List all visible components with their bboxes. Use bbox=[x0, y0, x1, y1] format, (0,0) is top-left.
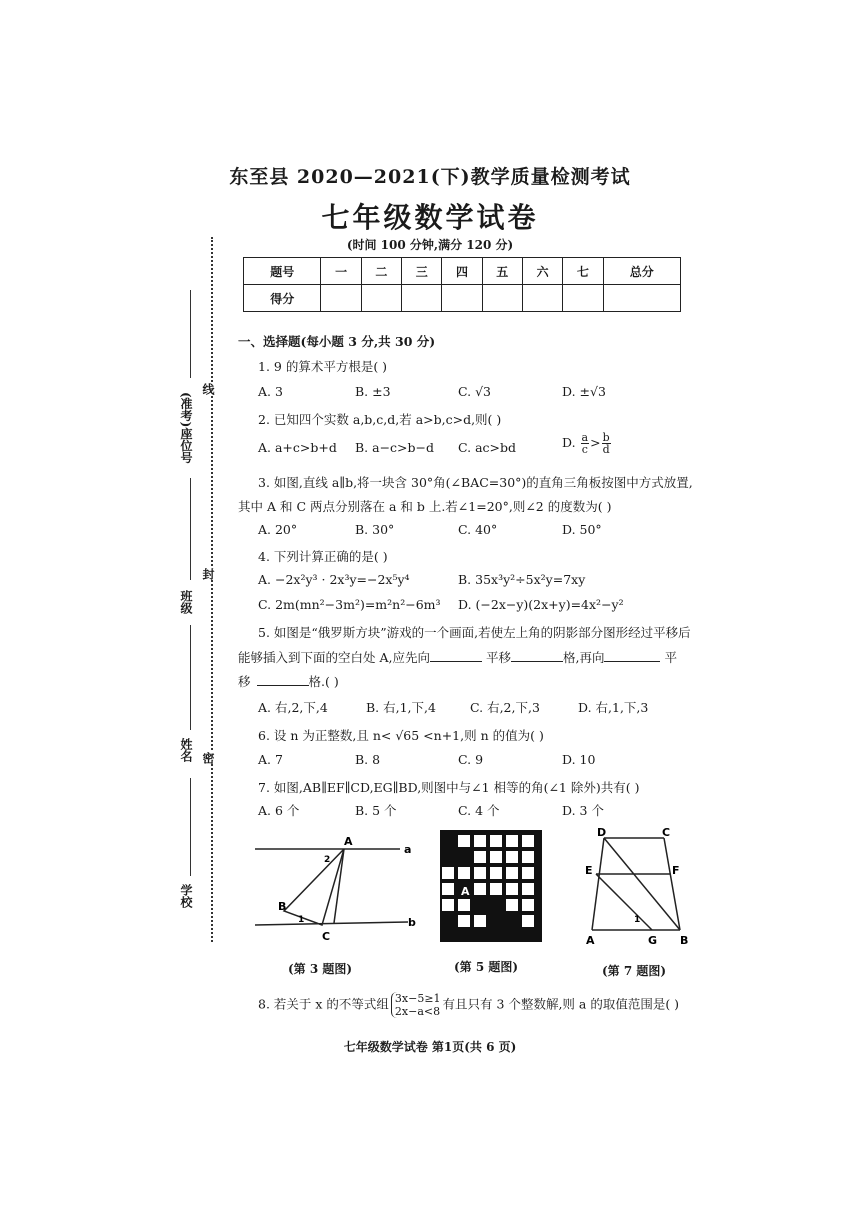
label-C: C bbox=[662, 826, 671, 839]
q5-line2-text: 平移 bbox=[485, 650, 511, 665]
fraction-b-over-d bbox=[602, 432, 611, 455]
q3-option-c[interactable]: C. 40° bbox=[458, 522, 498, 537]
q2-option-d[interactable] bbox=[562, 432, 612, 455]
q1-stem: 1. 9 的算术平方根是( ) bbox=[258, 359, 388, 374]
score-cell: 一 bbox=[321, 258, 361, 285]
q2-option-a[interactable]: A. a+c>b+d bbox=[258, 440, 337, 455]
score-cell: 三 bbox=[402, 258, 442, 285]
score-input-cell[interactable] bbox=[321, 285, 361, 312]
q7-option-c[interactable]: C. 4 个 bbox=[458, 803, 500, 818]
name-label: 姓名 bbox=[179, 738, 193, 762]
q5-blank-steps1[interactable] bbox=[511, 649, 563, 662]
name-line[interactable] bbox=[190, 625, 191, 730]
q4-option-a[interactable]: A. −2x²y³ · 2x³y=−2x⁵y⁴ bbox=[258, 572, 410, 587]
label-A: A bbox=[586, 934, 595, 947]
q5-option-a[interactable]: A. 右,2,下,4 bbox=[258, 700, 328, 715]
score-input-cell[interactable] bbox=[442, 285, 482, 312]
line-cb bbox=[664, 838, 680, 930]
q5-line3-text: 移 bbox=[238, 674, 251, 689]
q8-suffix: 有且只有 3 个整数解,则 a 的取值范围是( ) bbox=[442, 996, 680, 1012]
label-b: b bbox=[408, 916, 416, 929]
q3-line2: 其中 A 和 C 两点分别落在 a 和 b 上.若∠1=20°,则∠2 的度数为( ) bbox=[238, 499, 612, 514]
q5-line1: 5. 如图是“俄罗斯方块”游戏的一个画面,若使左上角的阴影部分图形经过平移后 bbox=[258, 625, 691, 640]
frac-num: a bbox=[581, 431, 589, 444]
q5-option-d[interactable]: D. 右,1,下,3 bbox=[578, 700, 649, 715]
exam-subtitle: 七年级数学试卷 bbox=[321, 201, 539, 234]
q4-option-c[interactable]: C. 2m(mn²−3m²)=m²n²−6m³ bbox=[258, 597, 441, 612]
line-b bbox=[255, 922, 408, 925]
figure-5-caption: (第 5 题图) bbox=[454, 960, 519, 974]
figure-3-caption: (第 3 题图) bbox=[288, 962, 353, 976]
seat-label: (准考)座位号 bbox=[179, 392, 193, 464]
fraction-a-over-c bbox=[581, 432, 590, 455]
score-cell: 二 bbox=[361, 258, 401, 285]
q5-blank-direction2[interactable] bbox=[604, 649, 660, 662]
q6-option-c[interactable]: C. 9 bbox=[458, 752, 484, 767]
class-line[interactable] bbox=[190, 478, 191, 580]
q3-option-d[interactable]: D. 50° bbox=[562, 522, 602, 537]
school-label: 学校 bbox=[179, 884, 193, 908]
score-table-header-row bbox=[244, 258, 681, 285]
q1-option-a[interactable]: A. 3 bbox=[258, 384, 283, 399]
mark-seal: 封 bbox=[201, 568, 215, 580]
inequality-2: 2x−a<8 bbox=[394, 1005, 441, 1018]
score-input-cell[interactable] bbox=[482, 285, 522, 312]
q4-stem: 4. 下列计算正确的是( ) bbox=[258, 549, 388, 564]
label-angle-1: 1 bbox=[298, 915, 305, 925]
inequality-1: 3x−5≥1 bbox=[394, 992, 441, 1005]
q3-option-a[interactable]: A. 20° bbox=[258, 522, 298, 537]
score-cell: 六 bbox=[522, 258, 562, 285]
label-A: A bbox=[344, 835, 353, 848]
score-table bbox=[243, 257, 681, 312]
score-input-cell[interactable] bbox=[603, 285, 680, 312]
label-D: D bbox=[597, 826, 607, 839]
q5-line2-text: 平 bbox=[664, 650, 677, 665]
score-cell: 得分 bbox=[244, 285, 321, 312]
page-footer: 七年级数学试卷 第1页(共 6 页) bbox=[343, 1040, 517, 1054]
section-heading: 一、选择题(每小题 3 分,共 30 分) bbox=[238, 334, 436, 349]
q2-option-c[interactable]: C. ac>bd bbox=[458, 440, 516, 455]
q7-stem: 7. 如图,AB∥EF∥CD,EG∥BD,则图中与∠1 相等的角(∠1 除外)共有( ) bbox=[258, 780, 640, 795]
figure-5-tetris-grid bbox=[440, 830, 542, 942]
score-input-cell[interactable] bbox=[402, 285, 442, 312]
mark-line: 线 bbox=[201, 383, 215, 395]
q7-option-b[interactable]: B. 5 个 bbox=[355, 803, 397, 818]
label-F: F bbox=[672, 864, 680, 877]
school-line[interactable] bbox=[190, 778, 191, 876]
q5-blank-direction1[interactable] bbox=[430, 649, 482, 662]
line-db bbox=[604, 838, 680, 930]
q5-option-c[interactable]: C. 右,2,下,3 bbox=[470, 700, 540, 715]
score-cell: 五 bbox=[482, 258, 522, 285]
q2-option-b[interactable]: B. a−c>b−d bbox=[355, 440, 435, 455]
line-eg bbox=[596, 874, 652, 930]
figure-3-diagram bbox=[250, 828, 420, 948]
q5-blank-steps2[interactable] bbox=[257, 673, 309, 686]
q8-prefix: 8. 若关于 x 的不等式组 bbox=[258, 996, 389, 1012]
q5-line3-text: 格.( ) bbox=[308, 674, 339, 689]
q5-line2-text: 格,再向 bbox=[562, 650, 605, 665]
q6-option-d[interactable]: D. 10 bbox=[562, 752, 596, 767]
label-E: E bbox=[585, 864, 593, 877]
inequality-system bbox=[391, 992, 441, 1018]
figure-7-diagram bbox=[582, 824, 694, 948]
q3-line1: 3. 如图,直线 a∥b,将一块含 30°角(∠BAC=30°)的直角三角板按图中方式放置, bbox=[258, 475, 693, 490]
score-cell: 四 bbox=[442, 258, 482, 285]
label-angle-1: 1 bbox=[634, 915, 641, 925]
score-table-score-row bbox=[244, 285, 681, 312]
label-a: a bbox=[404, 843, 412, 856]
q5-option-b[interactable]: B. 右,1,下,4 bbox=[366, 700, 436, 715]
mark-secret: 密 bbox=[201, 752, 215, 764]
score-input-cell[interactable] bbox=[522, 285, 562, 312]
label-B: B bbox=[278, 900, 287, 913]
q4-option-b[interactable]: B. 35x³y²÷5x²y=7xy bbox=[458, 572, 586, 587]
label-B: B bbox=[680, 934, 689, 947]
label-A: A bbox=[461, 885, 470, 898]
q3-option-b[interactable]: B. 30° bbox=[355, 522, 395, 537]
class-label: 班级 bbox=[179, 590, 193, 614]
q1-option-c[interactable]: C. √3 bbox=[458, 384, 491, 399]
q5-line3 bbox=[238, 672, 339, 690]
score-input-cell[interactable] bbox=[563, 285, 603, 312]
label-G: G bbox=[648, 934, 658, 947]
score-cell: 总分 bbox=[603, 258, 680, 285]
q6-option-a[interactable]: A. 7 bbox=[258, 752, 283, 767]
frac-den: d bbox=[602, 443, 610, 456]
triangle-inner-edge bbox=[334, 849, 344, 923]
exam-title: 东至县 2020—2021(下)教学质量检测考试 bbox=[229, 166, 631, 188]
q6-stem: 6. 设 n 为正整数,且 n< √65 <n+1,则 n 的值为( ) bbox=[258, 728, 544, 743]
figure-7-caption: (第 7 题图) bbox=[602, 964, 667, 978]
q5-line2 bbox=[238, 648, 677, 666]
score-cell: 七 bbox=[563, 258, 603, 285]
q8-stem bbox=[258, 992, 679, 1018]
q7-option-d[interactable]: D. 3 个 bbox=[562, 803, 604, 818]
q2-stem: 2. 已知四个实数 a,b,c,d,若 a>b,c>d,则( ) bbox=[258, 412, 502, 427]
frac-num: b bbox=[602, 431, 610, 444]
frac-den: c bbox=[581, 443, 588, 456]
gt-sign: > bbox=[590, 435, 601, 450]
label-angle-2: 2 bbox=[324, 855, 331, 865]
q5-line2-text: 能够插入到下面的空白处 A,应先向 bbox=[238, 650, 430, 665]
label-C: C bbox=[322, 930, 331, 943]
time-note: (时间 100 分钟,满分 120 分) bbox=[346, 238, 514, 252]
seat-line[interactable] bbox=[190, 290, 191, 378]
binding-dotted-line bbox=[211, 237, 213, 942]
line-da bbox=[592, 838, 604, 930]
score-cell: 题号 bbox=[244, 258, 321, 285]
q7-option-a[interactable]: A. 6 个 bbox=[258, 803, 300, 818]
q4-option-d[interactable]: D. (−2x−y)(2x+y)=4x²−y² bbox=[458, 597, 624, 612]
score-input-cell[interactable] bbox=[361, 285, 401, 312]
q2-d-prefix: D. bbox=[562, 435, 576, 450]
q1-option-b[interactable]: B. ±3 bbox=[355, 384, 391, 399]
q1-option-d[interactable]: D. ±√3 bbox=[562, 384, 606, 399]
q6-option-b[interactable]: B. 8 bbox=[355, 752, 381, 767]
